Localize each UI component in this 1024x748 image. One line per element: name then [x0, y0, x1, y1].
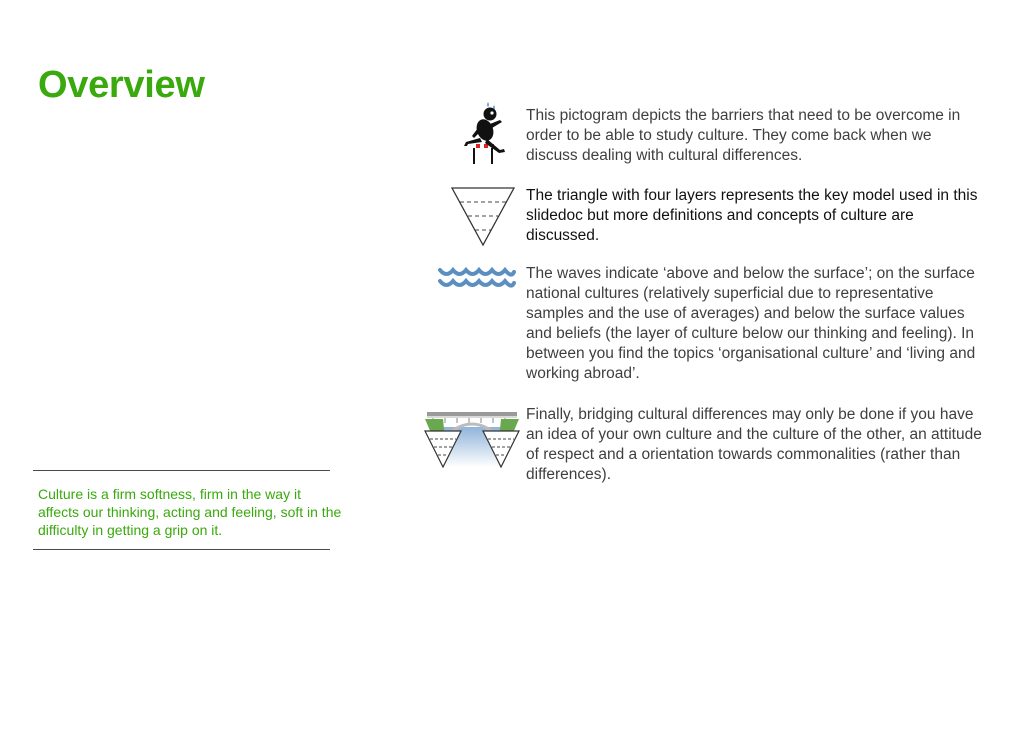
triangle-description: The triangle with four layers represents the key model used in this slidedoc but more definitions and concepts of culture are discussed.	[526, 187, 978, 244]
culture-quote: Culture is a firm softness, firm in the way it affects our thinking, acting and feeling, soft in the difficulty in getting a grip on it.	[38, 486, 342, 538]
hurdle-jumper-icon	[458, 100, 518, 172]
bridge-triangles-icon	[423, 409, 521, 469]
waves-icon	[438, 264, 516, 290]
quote-box	[33, 470, 342, 550]
waves-description: The waves indicate ‘above and below the surface’; on the surface national cultures (relatively superficial due to representative samples and the use of averages) and below the surface values and beliefs (the layer of culture below our thinking and feeling). In between you find the topics ‘organisational culture’ and ‘living and working abroad’.	[526, 265, 976, 382]
bridge-description: Finally, bridging cultural differences may only be done if you have an idea of your own culture and the culture of the other, an attitude of respect and a orientation towards commonalities (rather than differences).	[526, 406, 982, 483]
layered-triangle-icon	[451, 187, 515, 247]
slide-title: Overview	[38, 64, 205, 106]
hurdle-description: This pictogram depicts the barriers that need to be overcome in order to be able to study culture. They come back when we discuss dealing with cultural differences.	[526, 107, 961, 164]
